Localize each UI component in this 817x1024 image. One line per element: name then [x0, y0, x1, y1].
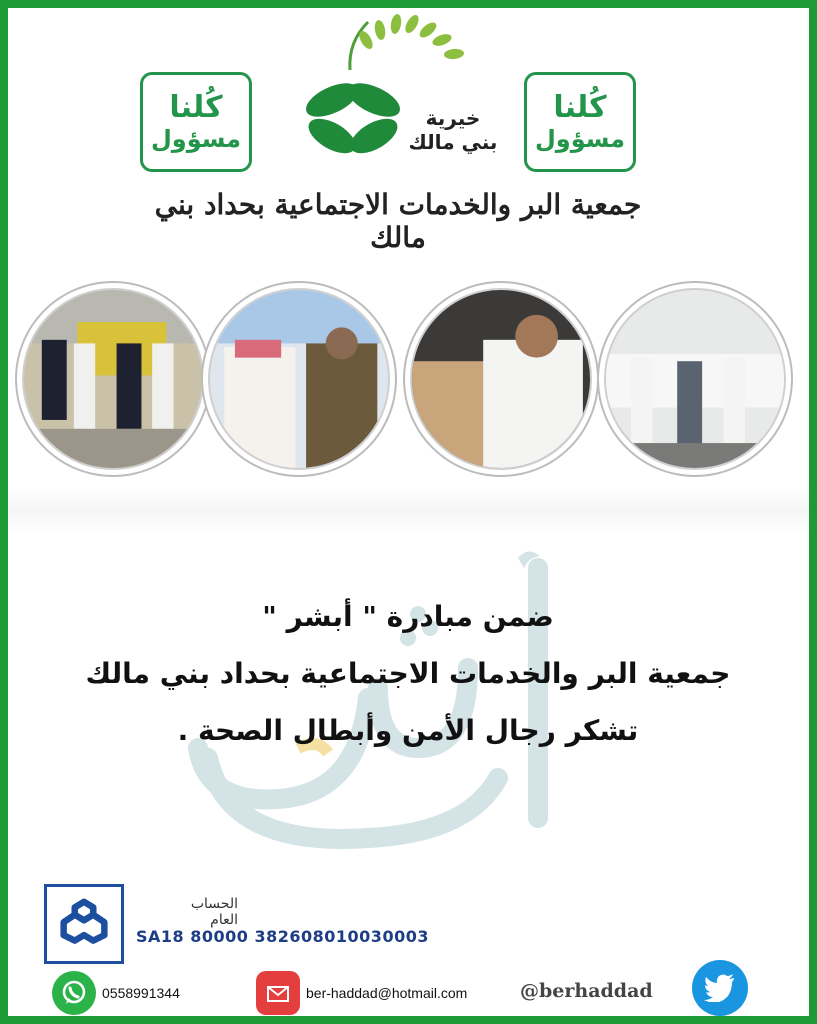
group-photo-3: [410, 288, 592, 470]
logo-line2: بني مالك: [408, 130, 498, 154]
divider-band: [8, 486, 809, 536]
email-icon: [256, 971, 300, 1015]
email-address: ber-haddad@hotmail.com: [306, 985, 468, 1001]
group-photo-2: [208, 288, 390, 470]
kulna-masool-badge-right: [524, 72, 636, 172]
logo-line1: خيرية: [425, 106, 481, 130]
account-label: الحساب العام: [190, 896, 238, 928]
group-photo-1: [22, 288, 204, 470]
message-line3: تشكر رجال الأمن وأبطال الصحة .: [177, 714, 639, 747]
charity-logo-text: [403, 106, 503, 154]
badge-line2: مسؤول: [150, 125, 242, 153]
message-line2: جمعية البر والخدمات الاجتماعية بحداد بني مالك: [85, 657, 731, 690]
twitter-icon[interactable]: [692, 960, 748, 1016]
email-contact[interactable]: [256, 970, 467, 1016]
badge-line1: كُلنا: [553, 90, 607, 125]
badge-line2: مسؤول: [534, 125, 626, 153]
iban-number: SA18 80000 382608010030003: [136, 927, 429, 946]
group-photo-4: [604, 288, 786, 470]
badge-line1: كُلنا: [169, 90, 223, 125]
whatsapp-icon: [52, 971, 96, 1015]
twitter-handle[interactable]: @berhaddad: [520, 980, 653, 1002]
message-line1: ضمن مبادرة " أبشر ": [262, 600, 554, 633]
bank-logo-icon: [44, 884, 124, 964]
kulna-masool-badge-left: [140, 72, 252, 172]
phone-contact[interactable]: [52, 970, 180, 1016]
org-name-calligraphy: جمعية البر والخدمات الاجتماعية بحداد بني مالك: [154, 188, 642, 254]
message-block: [68, 588, 748, 759]
poster: [8, 8, 809, 1016]
phone-number: 0558991344: [102, 985, 180, 1001]
